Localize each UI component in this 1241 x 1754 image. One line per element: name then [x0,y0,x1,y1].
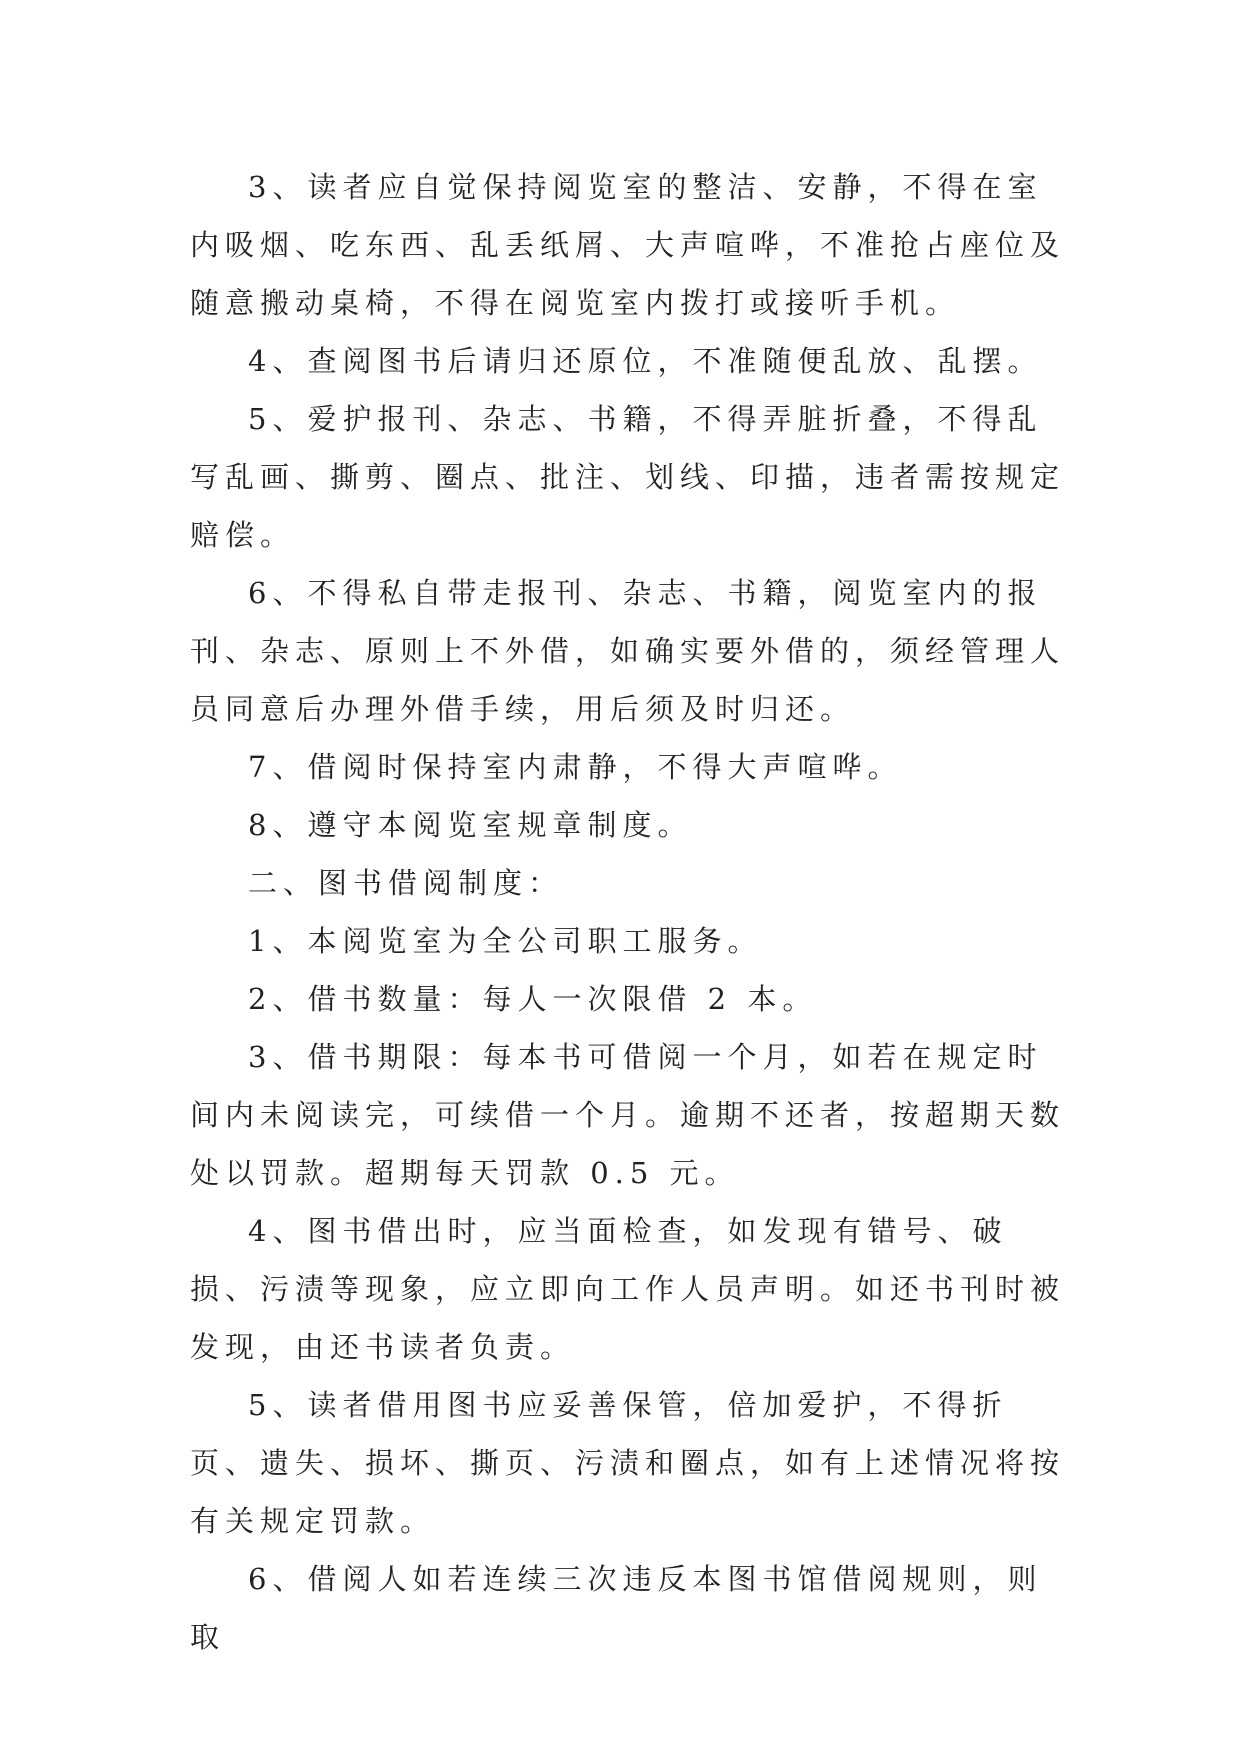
paragraph: 4、查阅图书后请归还原位，不准随便乱放、乱摆。 [248,344,1043,378]
paragraph: 2、借书数量：每人一次限借 2 本。 [248,982,818,1016]
paragraph: 3、借书期限：每本书可借阅一个月，如若在规定时间内未阅读完，可续借一个月。逾期不还者，按超期天数处以罚款。超期每天罚款 0.5 元。 [190,1040,1066,1190]
paragraph: 8、遵守本阅览室规章制度。 [248,808,693,842]
paragraph: 4、图书借出时，应当面检查，如发现有错号、破损、污渍等现象，应立即向工作人员声明。如还书刊时被发现，由还书读者负责。 [190,1214,1066,1364]
paragraph: 6、不得私自带走报刊、杂志、书籍，阅览室内的报刊、杂志、原则上不外借，如确实要外借的，须经管理人员同意后办理外借手续，用后须及时归还。 [190,576,1066,726]
paragraph: 6、借阅人如若连续三次违反本图书馆借阅规则，则取 [190,1562,1043,1654]
paragraph: 1、本阅览室为全公司职工服务。 [248,924,763,958]
paragraph: 7、借阅时保持室内肃静，不得大声喧哗。 [248,750,903,784]
paragraph: 5、读者借用图书应妥善保管，倍加爱护，不得折页、遗失、损坏、撕页、污渍和圈点，如有上述情况将按有关规定罚款。 [190,1388,1066,1538]
section-heading: 二、图书借阅制度： [248,866,564,900]
paragraph: 3、读者应自觉保持阅览室的整洁、安静，不得在室内吸烟、吃东西、乱丢纸屑、大声喧哗，不准抢占座位及随意搬动桌椅，不得在阅览室内拨打或接听手机。 [190,170,1066,320]
document-body [190,158,1070,1666]
paragraph: 5、爱护报刊、杂志、书籍，不得弄脏折叠，不得乱写乱画、撕剪、圈点、批注、划线、印描，违者需按规定赔偿。 [190,402,1066,552]
